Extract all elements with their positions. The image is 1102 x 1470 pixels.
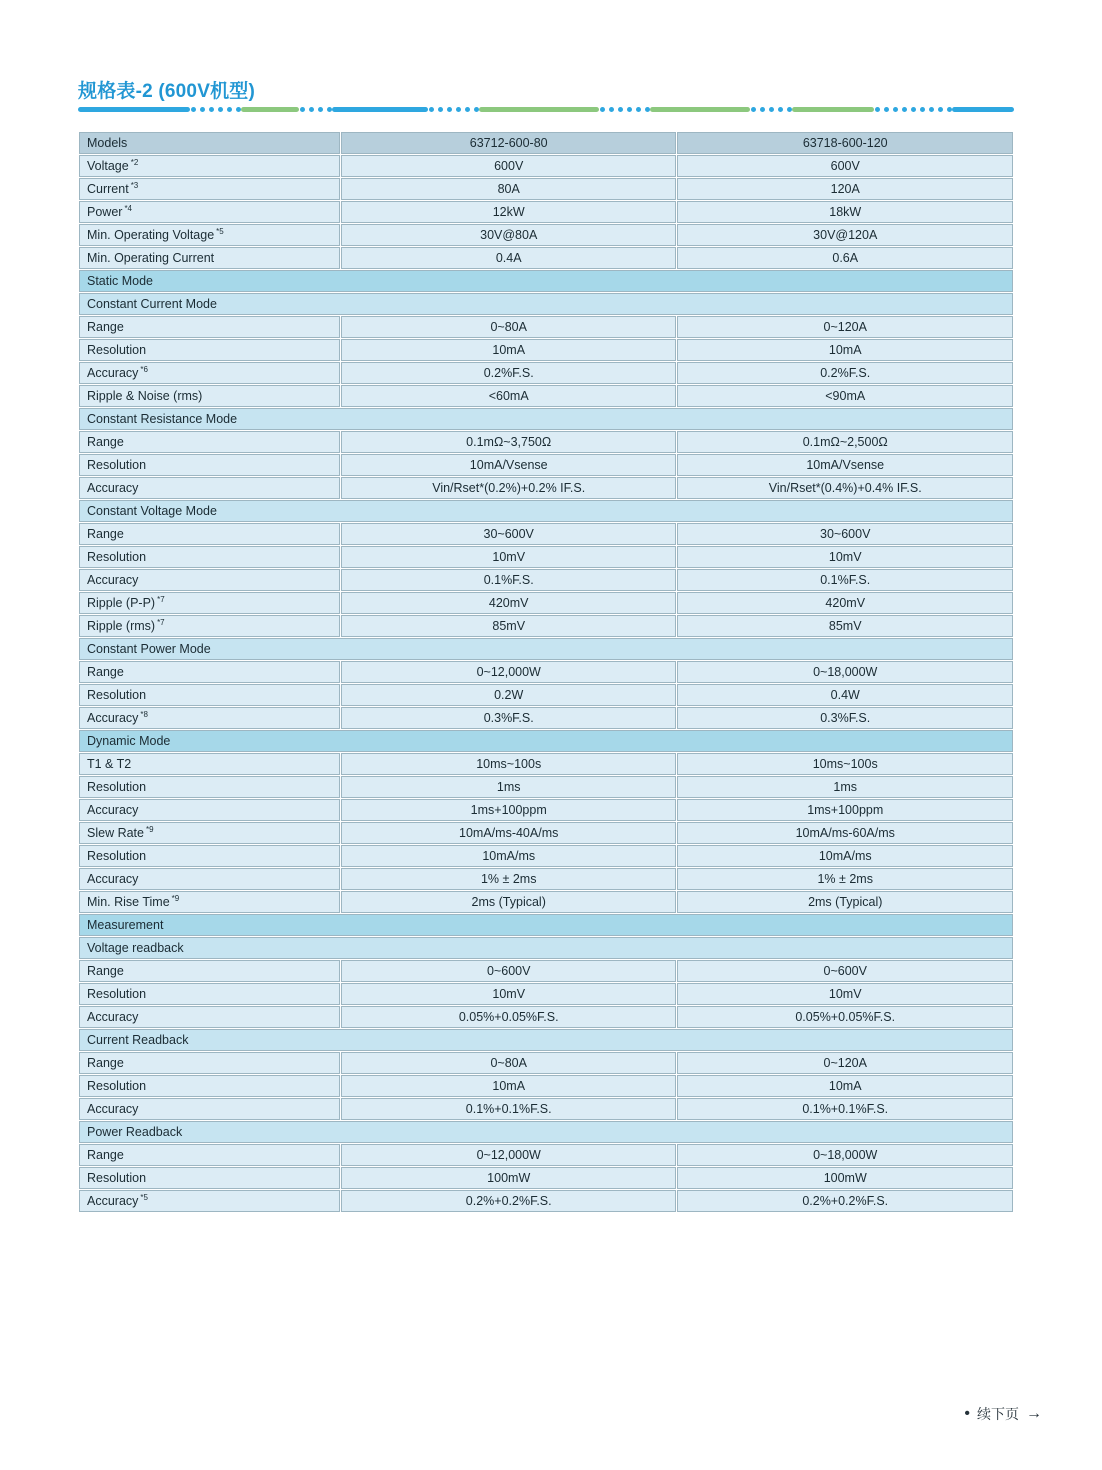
- row-label: [79, 339, 340, 361]
- row-label: [79, 1075, 340, 1097]
- row-label: [79, 431, 340, 453]
- row-label: [79, 1098, 340, 1120]
- cell-value: 420mV: [677, 592, 1013, 614]
- cell-value: 1ms+100ppm: [341, 799, 677, 821]
- row-label-text: Accuracy: [87, 1010, 139, 1024]
- footnote-marker: *5: [140, 1192, 148, 1202]
- cell-value: 18kW: [677, 201, 1013, 223]
- row-label: [79, 983, 340, 1005]
- footnote-marker: *6: [140, 364, 148, 374]
- divider-line: [479, 107, 599, 112]
- row-label-text: Constant Voltage Mode: [87, 504, 217, 518]
- cell-value: 10mA/ms: [341, 845, 677, 867]
- row-label-text: Resolution: [87, 849, 147, 863]
- table-row: [79, 983, 1013, 1005]
- subsection-title: [79, 500, 1013, 522]
- cell-value: 10mA: [677, 1075, 1013, 1097]
- divider-line: [792, 107, 874, 112]
- subsection-row: [79, 408, 1013, 430]
- row-label-text: Resolution: [87, 1171, 147, 1185]
- table-row: [79, 868, 1013, 890]
- table-row: [79, 523, 1013, 545]
- cell-value: 85mV: [341, 615, 677, 637]
- cell-value: 1ms: [677, 776, 1013, 798]
- cell-value: 12kW: [341, 201, 677, 223]
- footnote-marker: *3: [130, 180, 139, 190]
- row-label: [79, 178, 340, 200]
- table-row: [79, 661, 1013, 683]
- footnote-marker: *7: [157, 617, 165, 627]
- cell-value: 0~12,000W: [341, 1144, 677, 1166]
- table-row: [79, 1144, 1013, 1166]
- row-label-text: Current: [87, 182, 129, 196]
- cell-value: 10mV: [677, 983, 1013, 1005]
- row-label-text: Accuracy: [87, 573, 139, 587]
- cell-value: 0.1%F.S.: [677, 569, 1013, 591]
- row-label-text: Range: [87, 1148, 124, 1162]
- row-label-text: Current Readback: [87, 1033, 189, 1047]
- row-label-text: Models: [87, 136, 128, 150]
- cell-value: 1% ± 2ms: [341, 868, 677, 890]
- row-label-text: Ripple (P-P): [87, 596, 156, 610]
- section-title: [79, 270, 1013, 292]
- table-row: [79, 684, 1013, 706]
- cell-value: 30~600V: [341, 523, 677, 545]
- cell-value: 10ms~100s: [341, 753, 677, 775]
- table-row: [79, 707, 1013, 729]
- cell-value: 0.05%+0.05%F.S.: [677, 1006, 1013, 1028]
- cell-value: 85mV: [677, 615, 1013, 637]
- row-label-text: Range: [87, 1056, 124, 1070]
- table-row: [79, 845, 1013, 867]
- divider-line: [241, 107, 299, 112]
- row-label: [79, 707, 340, 729]
- table-row: [79, 339, 1013, 361]
- divider-line: [78, 107, 190, 112]
- cell-value: 0~18,000W: [677, 1144, 1013, 1166]
- subsection-row: [79, 638, 1013, 660]
- row-label: [79, 753, 340, 775]
- cell-value: 0.1%F.S.: [341, 569, 677, 591]
- cell-value: 0.2%F.S.: [677, 362, 1013, 384]
- page-title: 规格表-2 (600V机型): [78, 81, 256, 102]
- row-label-text: Voltage: [87, 159, 129, 173]
- row-label: [79, 592, 340, 614]
- cell-value: 0~18,000W: [677, 661, 1013, 683]
- decorative-divider: [78, 106, 1014, 113]
- row-label: [79, 569, 340, 591]
- row-label-text: Accuracy: [87, 1102, 139, 1116]
- cell-value: 30V@80A: [341, 224, 677, 246]
- cell-value: 0.2W: [341, 684, 677, 706]
- row-label-text: Static Mode: [87, 274, 154, 288]
- row-label-text: Ripple & Noise (rms): [87, 389, 203, 403]
- footer-bullet-icon: •: [964, 1405, 970, 1422]
- footnote-marker: *9: [145, 824, 154, 834]
- subsection-row: [79, 500, 1013, 522]
- arrow-right-icon: →: [1026, 1405, 1042, 1422]
- row-label-text: Accuracy: [87, 711, 139, 725]
- row-label-text: Accuracy: [87, 366, 139, 380]
- table-row: [79, 385, 1013, 407]
- row-label-text: Range: [87, 665, 124, 679]
- row-label: [79, 1167, 340, 1189]
- row-label-text: Min. Rise Time: [87, 895, 170, 909]
- cell-value: 0.1%+0.1%F.S.: [341, 1098, 677, 1120]
- cell-value: 0.4A: [341, 247, 677, 269]
- row-label-text: Power: [87, 205, 123, 219]
- subsection-title: [79, 638, 1013, 660]
- cell-value: 10mA/ms-60A/ms: [677, 822, 1013, 844]
- row-label: [79, 155, 340, 177]
- divider-line: [650, 107, 750, 112]
- row-label-text: Accuracy: [87, 481, 139, 495]
- cell-value: 0.2%+0.2%F.S.: [341, 1190, 677, 1212]
- row-label-text: Resolution: [87, 550, 147, 564]
- cell-value: 0.05%+0.05%F.S.: [341, 1006, 677, 1028]
- cell-value: 600V: [341, 155, 677, 177]
- cell-value: 0.4W: [677, 684, 1013, 706]
- divider-dots: [429, 107, 479, 112]
- row-label-text: Accuracy: [87, 803, 139, 817]
- row-label-text: Resolution: [87, 1079, 147, 1093]
- divider-dots: [875, 107, 952, 112]
- cell-value: 0.3%F.S.: [677, 707, 1013, 729]
- cell-value: 0~600V: [341, 960, 677, 982]
- table-row: [79, 1075, 1013, 1097]
- table-row: [79, 155, 1013, 177]
- cell-value: 63718-600-120: [677, 132, 1013, 154]
- divider-dots: [751, 107, 792, 112]
- subsection-row: [79, 1121, 1013, 1143]
- footnote-marker: *7: [157, 594, 165, 604]
- cell-value: 0~80A: [341, 1052, 677, 1074]
- row-label-text: Range: [87, 320, 124, 334]
- cell-value: 120A: [677, 178, 1013, 200]
- row-label: [79, 477, 340, 499]
- row-label: [79, 316, 340, 338]
- row-label: [79, 247, 340, 269]
- cell-value: 10mA/ms-40A/ms: [341, 822, 677, 844]
- section-title: [79, 730, 1013, 752]
- table-row: [79, 1006, 1013, 1028]
- table-row: [79, 960, 1013, 982]
- row-label: [79, 224, 340, 246]
- cell-value: 2ms (Typical): [677, 891, 1013, 913]
- row-label: [79, 201, 340, 223]
- divider-dots: [191, 107, 241, 112]
- cell-value: 63712-600-80: [341, 132, 677, 154]
- table-row: [79, 201, 1013, 223]
- table-row: [79, 1190, 1013, 1212]
- row-label: [79, 684, 340, 706]
- divider-dots: [600, 107, 650, 112]
- table-row: [79, 891, 1013, 913]
- cell-value: 30V@120A: [677, 224, 1013, 246]
- page-footer: [964, 1404, 1042, 1424]
- footer-text: 续下页: [977, 1406, 1019, 1422]
- cell-value: <90mA: [677, 385, 1013, 407]
- row-label: [79, 1052, 340, 1074]
- divider-dots: [300, 107, 332, 112]
- row-label-text: Voltage readback: [87, 941, 184, 955]
- section-row: [79, 730, 1013, 752]
- cell-value: <60mA: [341, 385, 677, 407]
- row-label-text: Resolution: [87, 780, 147, 794]
- row-label-text: Slew Rate: [87, 826, 144, 840]
- divider-line: [332, 107, 428, 112]
- header-row: [79, 132, 1013, 154]
- row-label-text: Range: [87, 435, 124, 449]
- table-row: [79, 1098, 1013, 1120]
- cell-value: 0~120A: [677, 316, 1013, 338]
- row-label-text: Resolution: [87, 343, 147, 357]
- table-row: [79, 615, 1013, 637]
- section-row: [79, 270, 1013, 292]
- table-row: [79, 316, 1013, 338]
- footnote-marker: *4: [124, 203, 132, 213]
- row-label: [79, 1006, 340, 1028]
- row-label: [79, 1144, 340, 1166]
- row-label: [79, 891, 340, 913]
- table-row: [79, 1167, 1013, 1189]
- table-row: [79, 546, 1013, 568]
- table-row: [79, 569, 1013, 591]
- footnote-marker: *8: [140, 709, 148, 719]
- subsection-row: [79, 1029, 1013, 1051]
- cell-value: 0~80A: [341, 316, 677, 338]
- section-title: [79, 914, 1013, 936]
- row-label-text: Accuracy: [87, 1194, 139, 1208]
- section-row: [79, 914, 1013, 936]
- row-label: [79, 868, 340, 890]
- cell-value: 2ms (Typical): [341, 891, 677, 913]
- table-row: [79, 799, 1013, 821]
- cell-value: 1% ± 2ms: [677, 868, 1013, 890]
- cell-value: 100mW: [341, 1167, 677, 1189]
- header-title: [79, 132, 340, 154]
- cell-value: 0~12,000W: [341, 661, 677, 683]
- subsection-title: [79, 937, 1013, 959]
- footnote-marker: *5: [216, 226, 224, 236]
- row-label-text: Dynamic Mode: [87, 734, 171, 748]
- cell-value: 0~600V: [677, 960, 1013, 982]
- subsection-title: [79, 1121, 1013, 1143]
- table-row: [79, 753, 1013, 775]
- cell-value: 0.1mΩ~3,750Ω: [341, 431, 677, 453]
- cell-value: 0.2%+0.2%F.S.: [677, 1190, 1013, 1212]
- cell-value: 10mA: [341, 339, 677, 361]
- row-label-text: Measurement: [87, 918, 164, 932]
- subsection-row: [79, 293, 1013, 315]
- cell-value: 420mV: [341, 592, 677, 614]
- table-row: [79, 1052, 1013, 1074]
- row-label: [79, 615, 340, 637]
- row-label-text: Resolution: [87, 458, 147, 472]
- row-label-text: Constant Current Mode: [87, 297, 217, 311]
- row-label-text: Power Readback: [87, 1125, 183, 1139]
- cell-value: 10mA: [677, 339, 1013, 361]
- row-label-text: Resolution: [87, 987, 147, 1001]
- cell-value: Vin/Rset*(0.4%)+0.4% IF.S.: [677, 477, 1013, 499]
- row-label-text: Constant Power Mode: [87, 642, 211, 656]
- cell-value: 0.3%F.S.: [341, 707, 677, 729]
- subsection-row: [79, 937, 1013, 959]
- row-label: [79, 362, 340, 384]
- footnote-marker: *9: [171, 893, 180, 903]
- row-label: [79, 822, 340, 844]
- row-label: [79, 960, 340, 982]
- table-row: [79, 592, 1013, 614]
- footnote-marker: *2: [130, 157, 139, 167]
- row-label-text: Resolution: [87, 688, 147, 702]
- table-row: [79, 776, 1013, 798]
- cell-value: Vin/Rset*(0.2%)+0.2% IF.S.: [341, 477, 677, 499]
- subsection-title: [79, 293, 1013, 315]
- row-label-text: Accuracy: [87, 872, 139, 886]
- cell-value: 10mV: [341, 983, 677, 1005]
- spec-table: [78, 131, 1014, 1213]
- row-label-text: Constant Resistance Mode: [87, 412, 238, 426]
- table-row: [79, 477, 1013, 499]
- table-row: [79, 224, 1013, 246]
- cell-value: 1ms: [341, 776, 677, 798]
- cell-value: 0~120A: [677, 1052, 1013, 1074]
- cell-value: 80A: [341, 178, 677, 200]
- row-label: [79, 799, 340, 821]
- cell-value: 10mV: [677, 546, 1013, 568]
- table-row: [79, 822, 1013, 844]
- cell-value: 10mA/Vsense: [341, 454, 677, 476]
- row-label-text: Range: [87, 527, 124, 541]
- subsection-title: [79, 1029, 1013, 1051]
- row-label-text: Min. Operating Voltage: [87, 228, 215, 242]
- row-label-text: Range: [87, 964, 124, 978]
- cell-value: 0.2%F.S.: [341, 362, 677, 384]
- row-label: [79, 661, 340, 683]
- row-label-text: T1 & T2: [87, 757, 132, 771]
- row-label-text: Min. Operating Current: [87, 251, 215, 265]
- row-label: [79, 1190, 340, 1212]
- cell-value: 30~600V: [677, 523, 1013, 545]
- table-row: [79, 178, 1013, 200]
- row-label: [79, 454, 340, 476]
- subsection-title: [79, 408, 1013, 430]
- cell-value: 100mW: [677, 1167, 1013, 1189]
- cell-value: 1ms+100ppm: [677, 799, 1013, 821]
- row-label: [79, 546, 340, 568]
- spec-table-body: [79, 132, 1013, 1212]
- table-row: [79, 247, 1013, 269]
- table-row: [79, 431, 1013, 453]
- cell-value: 10mV: [341, 546, 677, 568]
- cell-value: 0.6A: [677, 247, 1013, 269]
- divider-line: [952, 107, 1014, 112]
- row-label: [79, 523, 340, 545]
- table-row: [79, 454, 1013, 476]
- cell-value: 0.1mΩ~2,500Ω: [677, 431, 1013, 453]
- cell-value: 10ms~100s: [677, 753, 1013, 775]
- row-label: [79, 385, 340, 407]
- row-label-text: Ripple (rms): [87, 619, 156, 633]
- cell-value: 600V: [677, 155, 1013, 177]
- cell-value: 10mA: [341, 1075, 677, 1097]
- row-label: [79, 776, 340, 798]
- cell-value: 10mA/ms: [677, 845, 1013, 867]
- cell-value: 0.1%+0.1%F.S.: [677, 1098, 1013, 1120]
- cell-value: 10mA/Vsense: [677, 454, 1013, 476]
- row-label: [79, 845, 340, 867]
- table-row: [79, 362, 1013, 384]
